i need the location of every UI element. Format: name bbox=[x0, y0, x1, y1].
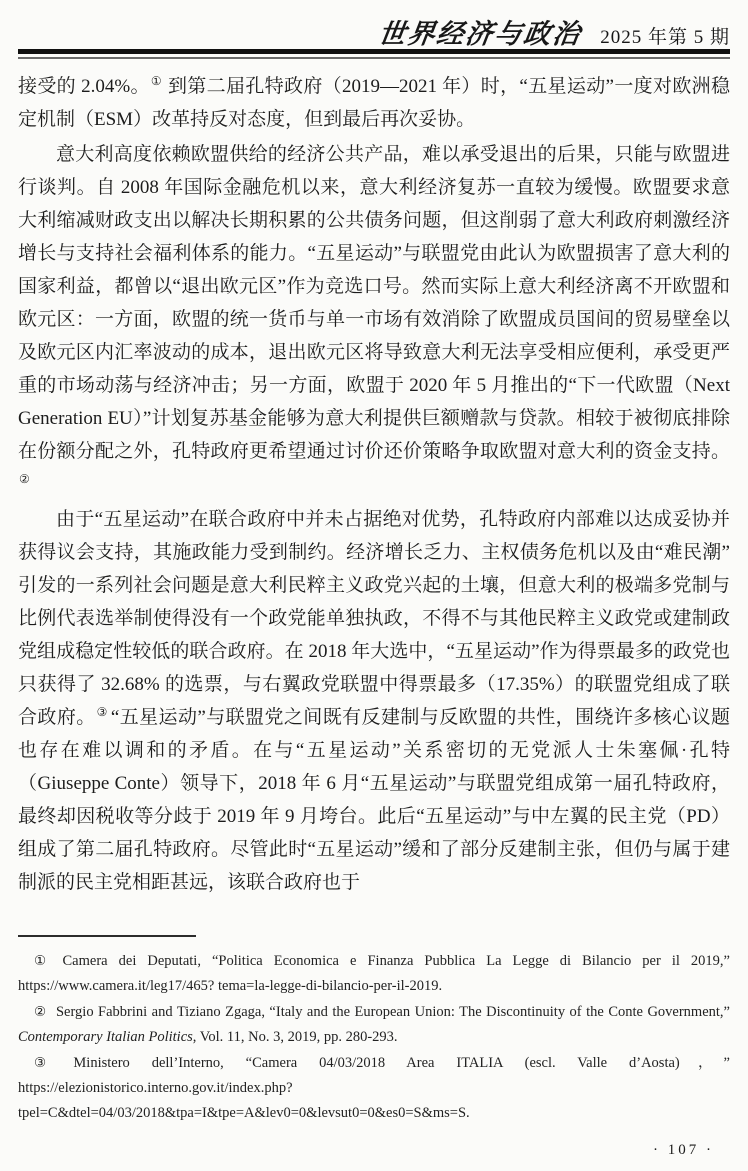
paragraph-text: 到第二届孔特政府（2019—2021 年）时，“五星运动”一度对欧洲稳定机制（ESM）改革持反对态度，但到最后再次妥协。 bbox=[18, 76, 731, 130]
issue-label: 2025 年第 5 期 bbox=[600, 27, 730, 48]
paragraph-text: 由于“五星运动”在联合政府中并未占据绝对优势，孔特政府内部难以达成妥协并获得议会支持，其施政能力受到制约。经济增长乏力、主权债务危机以及由“难民潮”引发的一系列社会问题是意大利民粹主义政党兴起的土壤，但意大利的极端多党制与比例代表选举制使得没有一个政党能单独执政，不得不与其他民粹主义政党或建制政党组成稳定性较低的联合政府。在 2018 年大选中，“五星运动”作为得票最多的政党也只获得了 32.68% 的选票，与右翼政党联盟中得票最多（17.35%）的联盟党组成了联合政府。 bbox=[18, 509, 730, 728]
footnote-ref-2: ② bbox=[19, 472, 30, 486]
footnotes-section bbox=[18, 935, 730, 1126]
article-body bbox=[18, 70, 730, 899]
footnote-journal-title: Contemporary Italian Politics bbox=[18, 1029, 193, 1045]
footnote-text: Ministero dell’Interno, “Camera 04/03/2018 Area ITALIA (escl. Valle d’Aosta)，” https://elezionistorico.interno.gov.it/index.php? tpel=C&dtel=04/03/2018&tpa=I&tpe=A&lev0=0&levsut0=0&es0=S&ms=S. bbox=[18, 1055, 730, 1121]
footnote-text: Camera dei Deputati, “Politica Economica e Finanza Pubblica La Legge di Bilancio per il 2019,” https://www.camera.it/leg17/465? tema=la-legge-di-bilancio-per-il-2019. bbox=[18, 953, 730, 994]
footnote-ref-1: ① bbox=[150, 74, 162, 88]
footnote-marker: ② bbox=[34, 1004, 47, 1019]
footnote-3 bbox=[18, 1050, 730, 1126]
paragraph-text: 意大利高度依赖欧盟供给的经济公共产品，难以承受退出的后果，只能与欧盟进行谈判。自 2008 年国际金融危机以来，意大利经济复苏一直较为缓慢。欧盟要求意大利缩减财政支出以解决长期积累的公共债务问题，但这削弱了意大利政府刺激经济增长与支持社会福利体系的能力。“五星运动”与联盟党由此认为欧盟损害了意大利的国家利益，都曾以“退出欧元区”作为竞选口号。然而实际上意大利经济离不开欧盟和欧元区：一方面，欧盟的统一货币与单一市场有效消除了欧盟成员国间的贸易壁垒以及欧元区内汇率波动的成本，退出欧元区将导致意大利无法享受相应便利，承受更严重的市场动荡与经济冲击；另一方面，欧盟于 2020 年 5 月推出的“下一代欧盟（Next Generation EU）”计划复苏基金能够为意大利提供巨额赠款与贷款。相较于被彻底排除在份额分配之外，孔特政府更希望通过讨价还价策略争取欧盟对意大利的资金支持。 bbox=[18, 144, 730, 462]
footnote-marker: ③ bbox=[34, 1055, 65, 1070]
paragraph-text: 接受的 2.04%。 bbox=[18, 76, 150, 97]
header-double-rule bbox=[18, 49, 730, 59]
footnote-text: , Vol. 11, No. 3, 2019, pp. 280-293. bbox=[192, 1029, 398, 1045]
journal-name: 世界经济与政治 bbox=[376, 19, 584, 49]
paragraph-2 bbox=[18, 138, 730, 501]
paragraph-text: “五星运动”与联盟党之间既有反建制与反欧盟的共性，围绕许多核心议题也存在难以调和的矛盾。在与“五星运动”关系密切的无党派人士朱塞佩·孔特（Giuseppe Conte）领导下，2018 年 6 月“五星运动”与联盟党组成第一届孔特政府，最终却因税收等分歧于 2019 年 9 月垮台。此后“五星运动”与中左翼的民主党（PD）组成了第二届孔特政府。尽管此时“五星运动”缓和了部分反建制主张，但仍与属于建制派的民主党相距甚远，该联合政府也于 bbox=[18, 707, 730, 893]
footnote-2 bbox=[18, 999, 730, 1050]
running-head bbox=[18, 0, 730, 49]
footnote-ref-3: ③ bbox=[96, 705, 108, 719]
paragraph-3 bbox=[18, 503, 730, 899]
footnote-1 bbox=[18, 948, 730, 999]
footnote-separator-rule bbox=[18, 935, 196, 937]
paragraph-1 bbox=[18, 70, 730, 136]
page-number: · 107 · bbox=[653, 1142, 714, 1158]
footnote-text: Sergio Fabbrini and Tiziano Zgaga, “Italy and the European Union: The Discontinuity of the Conte Government,” bbox=[55, 1004, 730, 1020]
footnote-marker: ① bbox=[34, 953, 54, 968]
